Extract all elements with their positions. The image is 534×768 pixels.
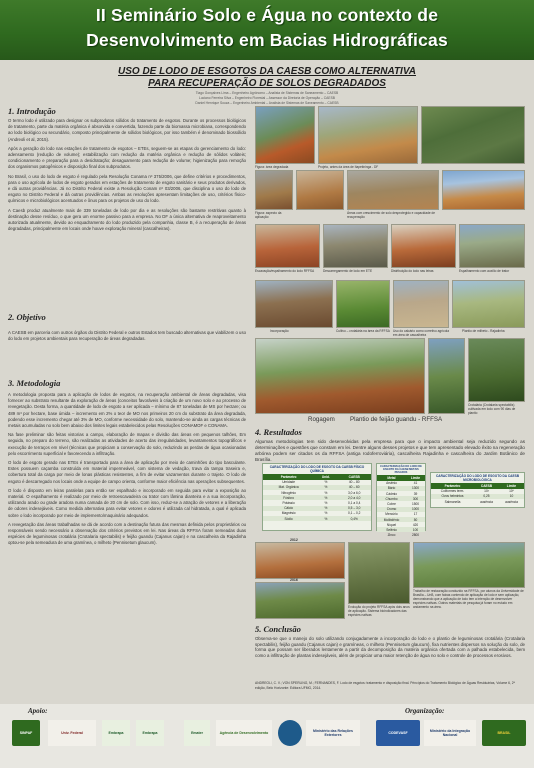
table-cell: 1000 — [406, 507, 425, 512]
table-cell: 0,1 – 0,2 — [348, 511, 361, 516]
table-cell: 10³ — [484, 489, 489, 494]
table-cell: Cálcio — [263, 506, 314, 511]
logo-university: Univ. Federal — [48, 720, 96, 746]
table-cell: Sódio — [263, 516, 314, 521]
column-header: Parâmetro — [263, 474, 314, 480]
paragraph: Após a geração do lodo nas estações de tratamento de esgotos – ETEs, seguem-se as etapas do gerenciamento do lodo: adensamento (redução de volume); estabilização com redução da matéria orgânica e redução de sólidos voláteis; condicionamento e preparação para a desidratação; desaguamento para redução de volume; higienização para remoção dos organismos patogênicos e disposição final dos subprodutos. — [8, 145, 246, 170]
author-line: Tiago Gonçalves Lima – Engenheiro Agrônomo – Analista de Sistemas de Saneamento – CAESB — [195, 91, 339, 95]
photo-lime — [393, 280, 449, 328]
section-metodologia — [8, 378, 246, 550]
paragraph: No Brasil, o uso do lodo de esgoto é regulado pela Resolução Conama nº 375/2006, que define critérios e procedimentos, para o uso agrícola de lodos de esgoto gerados em estações de tratamento de esgoto sanitário e seus produtos derivados, e dá outras providências. Já no Distrito Federal existe a Resolução Conam nº 03/2006, que disciplina o uso do lodo de esgoto no Distrito Federal e dá outras providências. Ambas as resoluções apresentam limitações de uso, critérios físico-químicos e microbiológicos acentuados e ônus para os projetos de uso do lodo. — [8, 173, 246, 204]
table-cell: Selênio — [377, 527, 406, 532]
column-header: Limite — [499, 483, 524, 489]
column-header: Unid. — [314, 474, 337, 480]
table-cell: 420 — [412, 522, 419, 527]
table-cell: 40 – 60 — [337, 485, 371, 490]
table-cell: 17 — [413, 512, 418, 517]
photo-caption: Espalhamento com auxílio de trator — [459, 269, 510, 273]
table-cell: 1300 — [406, 486, 425, 491]
table-cell: 10 — [499, 494, 524, 499]
author-line: Luciano Ferreira Silva – Engenheiro Florestal – Assessor da Diretoria de Operação – CAESB — [199, 96, 335, 100]
table-cell: 50 — [406, 517, 425, 522]
photo-rogagem — [255, 338, 425, 414]
section-body — [8, 118, 246, 232]
table-cell: 0,4% — [337, 516, 371, 521]
table-cell: 0,1 a 0,4 — [348, 500, 361, 505]
table-title: CARACTERIZAÇÃO DO LODO DE ESGOTO DA CAESB METAIS PESADOS — [380, 465, 422, 474]
result-caption-left: Rogagem — [308, 416, 335, 423]
photo-caption: Uso do calcário como corretivo agrícola em área de cascalheira — [393, 329, 449, 337]
photo-caption: Incorporação — [270, 329, 289, 333]
logo-codevasf: CODEVASF — [376, 720, 420, 746]
table-cell: Mercúrio — [385, 512, 398, 517]
section-body — [8, 392, 246, 547]
table-cell: % — [324, 490, 328, 495]
section-body — [8, 330, 246, 342]
table-cell: Potássio — [282, 500, 295, 505]
table-cell: 3,0 a 6,0 — [348, 490, 361, 495]
table-cell: 300 — [406, 496, 425, 501]
paragraph: O lodo de esgoto gerado nas ETEs é transportado para a área de aplicação por meio de caminhões do tipo basculante. Estes possuem caçamba construída em material impermeável, com sistema de vedação, trava da tampa traseira e, cobertura total da carga por meio de lonas plásticas resistentes, a fim de evitar vazamentos durante o trajeto. O lodo de esgoto é descarregado nos locais onde a equipe de campo orienta, conforme maior eficiência nas operações subsequentes. — [8, 460, 246, 484]
section-body — [255, 439, 525, 463]
table-cell: Coliformes term. — [440, 489, 465, 494]
data-table — [263, 474, 371, 521]
photo-unb-restoration — [413, 542, 525, 588]
table-cell: Bário — [377, 486, 406, 491]
reference: ANDREOLI, C. V.; VON SPERLING, M.; FERNANDES, F. Lodo de esgotos: tratamento e disposição final. Princípios do Tratamento Biológico de Águas Residuárias, Volume 6, 2ª edição, Belo Horizonte: Editora UFMG, 2014. — [255, 681, 515, 690]
table-row — [263, 516, 371, 521]
paragraph: Algumas metodologias tem sido desenvolvidas pela empresa para que o impacto ambiental seja reduzido segundo as determinações e questões que constam em lei. Dentre alguns desses projetos e que tem apresentado elevado êxito na regeneração arbórea podem ser citados os da RFFSA (antiga rodoferroviária), cascalheira Rajadinha e cascalheira do Jardim Botânico de Brasília. — [255, 439, 525, 462]
table-cell: 100 — [406, 527, 425, 532]
column-header: CAESB — [474, 483, 499, 489]
logo-circle — [278, 720, 302, 746]
paragraph: Observa-se que o manejo do solo utilizando conjugadamente a incorporação do lodo e o plantio de leguminosas crotalária (Crotalaria spectabilis), feijão guandu (Cajanus cajan) e gramíneas, o milheto (Pennisetum glaucum), fixa nutrientes dispersos na solução do solo, de forma que possam ser liberados lentamente a partir da decomposição da matéria orgânica ofertada com a palhada estabelecida, bem como a infiltração de plantas indesejáveis, além de propiciar uma maior retenção de água no solo e controle de processos erosivos. — [255, 636, 525, 658]
header-title-line-2: Desenvolvimento em Bacias Hidrográficas — [86, 30, 448, 50]
table-cell: % — [314, 506, 337, 511]
photo-aerial-green — [421, 106, 525, 164]
table-cell: Fósforo — [263, 495, 314, 500]
table-row — [377, 532, 425, 537]
table-cell: % — [324, 500, 328, 505]
author-line: Daniel Henrique Souza – Engenheiro Ambiental – Analista de Sistemas de Saneamento – CAESB — [195, 101, 339, 105]
table-cell: % — [314, 516, 337, 521]
poster-header — [0, 0, 534, 60]
organizacao-label: Organização: — [405, 707, 445, 715]
paragraph: Na fase preliminar são feitas vistorias a campo, elaboração de mapas e divisão das áreas em pequenos talhões, Em seguida, no preparo do terreno, são realizadas as atividades de acerto das irregularidades, levantamentos topográficos e execução de terraços em nível (técnicas que propiciam a conservação do solo, reduzindo as perdas de água ocasionadas pelo escorrimento superficial e favorecendo a infiltração. — [8, 432, 246, 456]
table-cell: Cobre — [387, 501, 396, 506]
photo-caption: Crotalária (Crotalaria spectabilis) cultivada em lodo com 90 dias de plantio — [468, 403, 516, 415]
logo-agencia: Agência de Desenvolvimento — [216, 720, 272, 746]
data-table — [377, 475, 425, 538]
table-cell: Cromo — [377, 507, 406, 512]
poster-subtitle — [60, 66, 474, 90]
photo-incorporation — [255, 280, 333, 328]
table-cell: 40 – 80 — [348, 480, 360, 485]
table-cell: 2800 — [411, 533, 420, 538]
result-caption-right: Plantio de feijão guandu - RFFSA — [350, 416, 443, 423]
table-title: CARACTERIZAÇÃO DO LODO DE ESGOTO DA CAESB FÍSICO QUÍMICA — [269, 465, 365, 473]
table-cell: 39 — [413, 491, 418, 496]
year-label: 2016 — [290, 578, 298, 582]
paragraph: O lodo é disposto em leiras paralelas para então ser espalhado e incorporado em seguida para evitar a exposição ao material. O espalhamento é realizado por meio de retroescavadeira ou trator com lâmina dianteira e a sua incorporação, utilizando arado ou grade aradora numa camada de 20 cm de solo. Com isso, reduz-se a atração de vetores e a liberação de odores indesejáveis. Como medida alternativa para evitar vetores e odores é utilizada cal hidratada, a qual é aplicada sobre o lodo incorporado por meio de implemento/maquinário adequados. — [8, 487, 246, 518]
logo-emater: Emater — [184, 720, 210, 746]
photo-project-area — [318, 106, 418, 164]
photo-windrows — [391, 224, 456, 268]
photo-caption: Evolução do projeto RFFSA após dois anos de aplicação. Sistema bioindicadores das espécies nativas — [348, 605, 410, 617]
table-cell: % — [314, 485, 337, 490]
photo-rffsa-2016 — [255, 582, 345, 619]
table-cell: Umidade — [282, 480, 296, 485]
table-cell: Níquel — [386, 522, 397, 527]
photo-caption: Distribuição do lodo nas leiras — [391, 269, 434, 273]
photo-degraded-area — [255, 106, 315, 164]
apoio-label: Apoio: — [28, 707, 48, 715]
photo-excavation — [255, 224, 320, 268]
section-title: 2. Objetivo — [8, 312, 46, 322]
section-title: 1. Introdução — [8, 106, 56, 116]
paragraph: A Caesb produz atualmente mais de 339 toneladas de lodo por dia e as resoluções são bastante restritivas quanto à destinação desse resíduo, o que gera um enorme passivo para a empresa. No DF a única alternativa de reaproveitamento autorizada atualmente, devido ao enquadramento do lodo produzido pela companhia, classe B, é a recuperação de áreas degradadas, principalmente em locais onde houve exploração mineral (cascalheiras). — [8, 207, 246, 232]
section-title: 5. Conclusão — [255, 624, 301, 634]
table-cell: Magnésio — [281, 511, 296, 516]
photo-bare-soil — [347, 170, 439, 210]
section-introducao — [8, 106, 246, 235]
table-physicochemical — [262, 463, 372, 531]
photo-caption: Figura: aspecto da aplicação — [255, 211, 282, 219]
paragraph: O termo lodo é utilizado para designar os subprodutos sólidos do tratamento de esgotos. Durante os processos biológicos de tratamento, parte da matéria orgânica é absorvida e convertida, fazendo parte da biomassa microbiana, correspondendo ao lodo biológico ou secundário, composto principalmente de sólidos biológicos, por isso também é denominado biossólido (Andreoli et al, 2015). — [8, 118, 246, 142]
paragraph: A revegetação das áreas trabalhadas se dá de acordo com a destinação futura das mesmas definida pelos proprietários ou responsáveis sendo necessário a observação dos critérios previstos em lei. Nas áreas da RFFSA foram semeadas duas espécies de leguminosas crotalária (Crotalaria spectabilis) e feijão guandu (Cajanus cajan) e na cascalheira da Rajadinha optou-se pela semeadura de uma gramínea, o milheto (Pennisetum glaucum). — [8, 521, 246, 546]
table-cell: 10⁶ — [509, 489, 514, 494]
photo-caption: Figura: área degradada — [255, 165, 289, 169]
photo-caption: Projeto, antes da área de Itapetininga - DF — [318, 165, 379, 169]
logo-mre: Ministério das Relações Exteriores — [306, 720, 360, 746]
table-cell: 0,25 — [474, 494, 499, 499]
table-cell: Molibdênio — [377, 517, 406, 522]
section-conclusao — [255, 624, 525, 661]
photo-crotalaria-side — [468, 338, 525, 402]
table-row — [431, 499, 524, 504]
table-cell: ausência — [505, 499, 518, 504]
photo-crotalaria — [336, 280, 390, 328]
subtitle-line-1: USO DE LODO DE ESGOTOS DA CAESB COMO ALTERNATIVA — [118, 66, 416, 77]
table-cell: 0,5 – 3,0 — [337, 506, 371, 511]
table-cell: Nitrogênio — [281, 490, 296, 495]
column-header: Parâmetro — [431, 483, 474, 489]
photo-quarry — [296, 170, 344, 210]
table-cell: % — [324, 480, 328, 485]
logo-ministerio-integracao: Ministério da Integração Nacional — [424, 720, 476, 746]
section-body — [255, 636, 525, 658]
year-label: 2012 — [290, 538, 298, 542]
table-cell: Ovos helmintos — [431, 494, 474, 499]
table-heavy-metals — [376, 463, 426, 538]
logo-embrapa-2: Embrapa — [136, 720, 164, 746]
table-cell: Zinco — [387, 533, 396, 538]
photo-caption: Cultivo – crotalária na área da RFFSA — [336, 329, 390, 333]
photo-caption: Áreas com crescimento de solo desprotegido e capacidade de recuperação — [347, 211, 436, 219]
table-cell: ausência — [480, 499, 493, 504]
photo-red-soil-sky — [442, 170, 525, 210]
section-title: 3. Metodologia — [8, 378, 61, 388]
footer — [0, 704, 534, 768]
header-title-line-1: II Seminário Solo e Água no contexto de — [95, 5, 439, 25]
photo-caption: Trabalho de restauração conduzido na RFFSA, por alunos da Universidade de Brasília – UnB, com faixas contendo de aplicação de lodo e sem aplicação, demonstrando que a aplicação de lodo tem a intenção de desenvolver espécies nativas. Outros materiais de pesquisa já foram no estudo em andamento na área. — [413, 589, 524, 609]
table-cell: Cádmio — [386, 491, 397, 496]
data-table — [431, 483, 524, 504]
logo-brasil: BRASIL — [482, 720, 526, 746]
table-cell: % — [324, 511, 328, 516]
table-title: CARACTERIZAÇÃO DO LODO DE ESGOTO DA CAESB MICROBIOLÓGICA — [435, 474, 520, 482]
logo-embrapa-1: Embrapa — [102, 720, 130, 746]
table-cell: 1500 — [411, 501, 420, 506]
subtitle-line-2: PARA RECUPERAÇÃO DE SOLOS DEGRADADOS — [148, 78, 386, 89]
section-resultados — [255, 427, 525, 466]
photo-application — [255, 170, 293, 210]
table-cell: Arsênio — [386, 481, 397, 486]
photo-caption: Descarregamento de lodo em ETE — [323, 269, 373, 273]
authors — [150, 91, 384, 106]
table-cell: % — [314, 495, 337, 500]
photo-truck-unload — [323, 224, 388, 268]
paragraph: A CAESB em parceria com outros órgãos do Distrito Federal e outros Estados tem buscado alternativas que viabilizem o uso do lodo em projetos ambientais para recuperação de áreas degradadas. — [8, 330, 246, 342]
photo-crotalaria-closeup — [428, 338, 465, 414]
photo-native-species — [348, 542, 410, 604]
table-microbiological — [430, 472, 525, 508]
column-header: Metal — [377, 475, 406, 481]
photo-caption: Plantio de milheto - Rajadinha — [462, 329, 505, 333]
section-title: 4. Resultados — [255, 427, 302, 437]
table-cell: 2,0 a 4,0 — [337, 495, 371, 500]
photo-rffsa-2012 — [255, 542, 345, 579]
photo-caption: Escavação/espalhamento do lodo RFFSA — [255, 269, 315, 273]
logo-sinpaf: SINPAF — [12, 720, 40, 746]
table-cell: Salmonella — [444, 499, 461, 504]
column-header: Limite — [406, 475, 425, 481]
photo-tractor-spread — [459, 224, 525, 268]
photo-millet — [452, 280, 525, 328]
table-cell: Chumbo — [377, 496, 406, 501]
table-cell: Mat. Orgânica — [263, 485, 314, 490]
section-objetivo — [8, 312, 246, 345]
paragraph: A metodologia proposta para a aplicação de lodos de esgotos, na recuperação ambiental de áreas degradadas, visa fornecer ao substrato resultante da exploração de áreas (conceitos favoráveis à criação de um novo solo e ao processo de revegetação. Desta forma, a quantidade de lodo de esgoto a ser aplicada – mínimo de 87 toneladas de MS por hectare; ou 489 m³ por hectare, base úmida – incremento em 2% o teor de MO nos primeiros 20 cm do substrato da área degradada, podendo esse incremento chegar até 3% de MO, conforme necessidade do solo, mantendo-se ainda as cargas técnicas de metais acumuladas no solo bem abaixo dos limites legais estabelecidos pelas Resoluções CONAMOF e CONAMA. — [8, 392, 246, 429]
table-cell: 41 — [413, 481, 418, 486]
column-header: CAESB — [337, 474, 371, 480]
